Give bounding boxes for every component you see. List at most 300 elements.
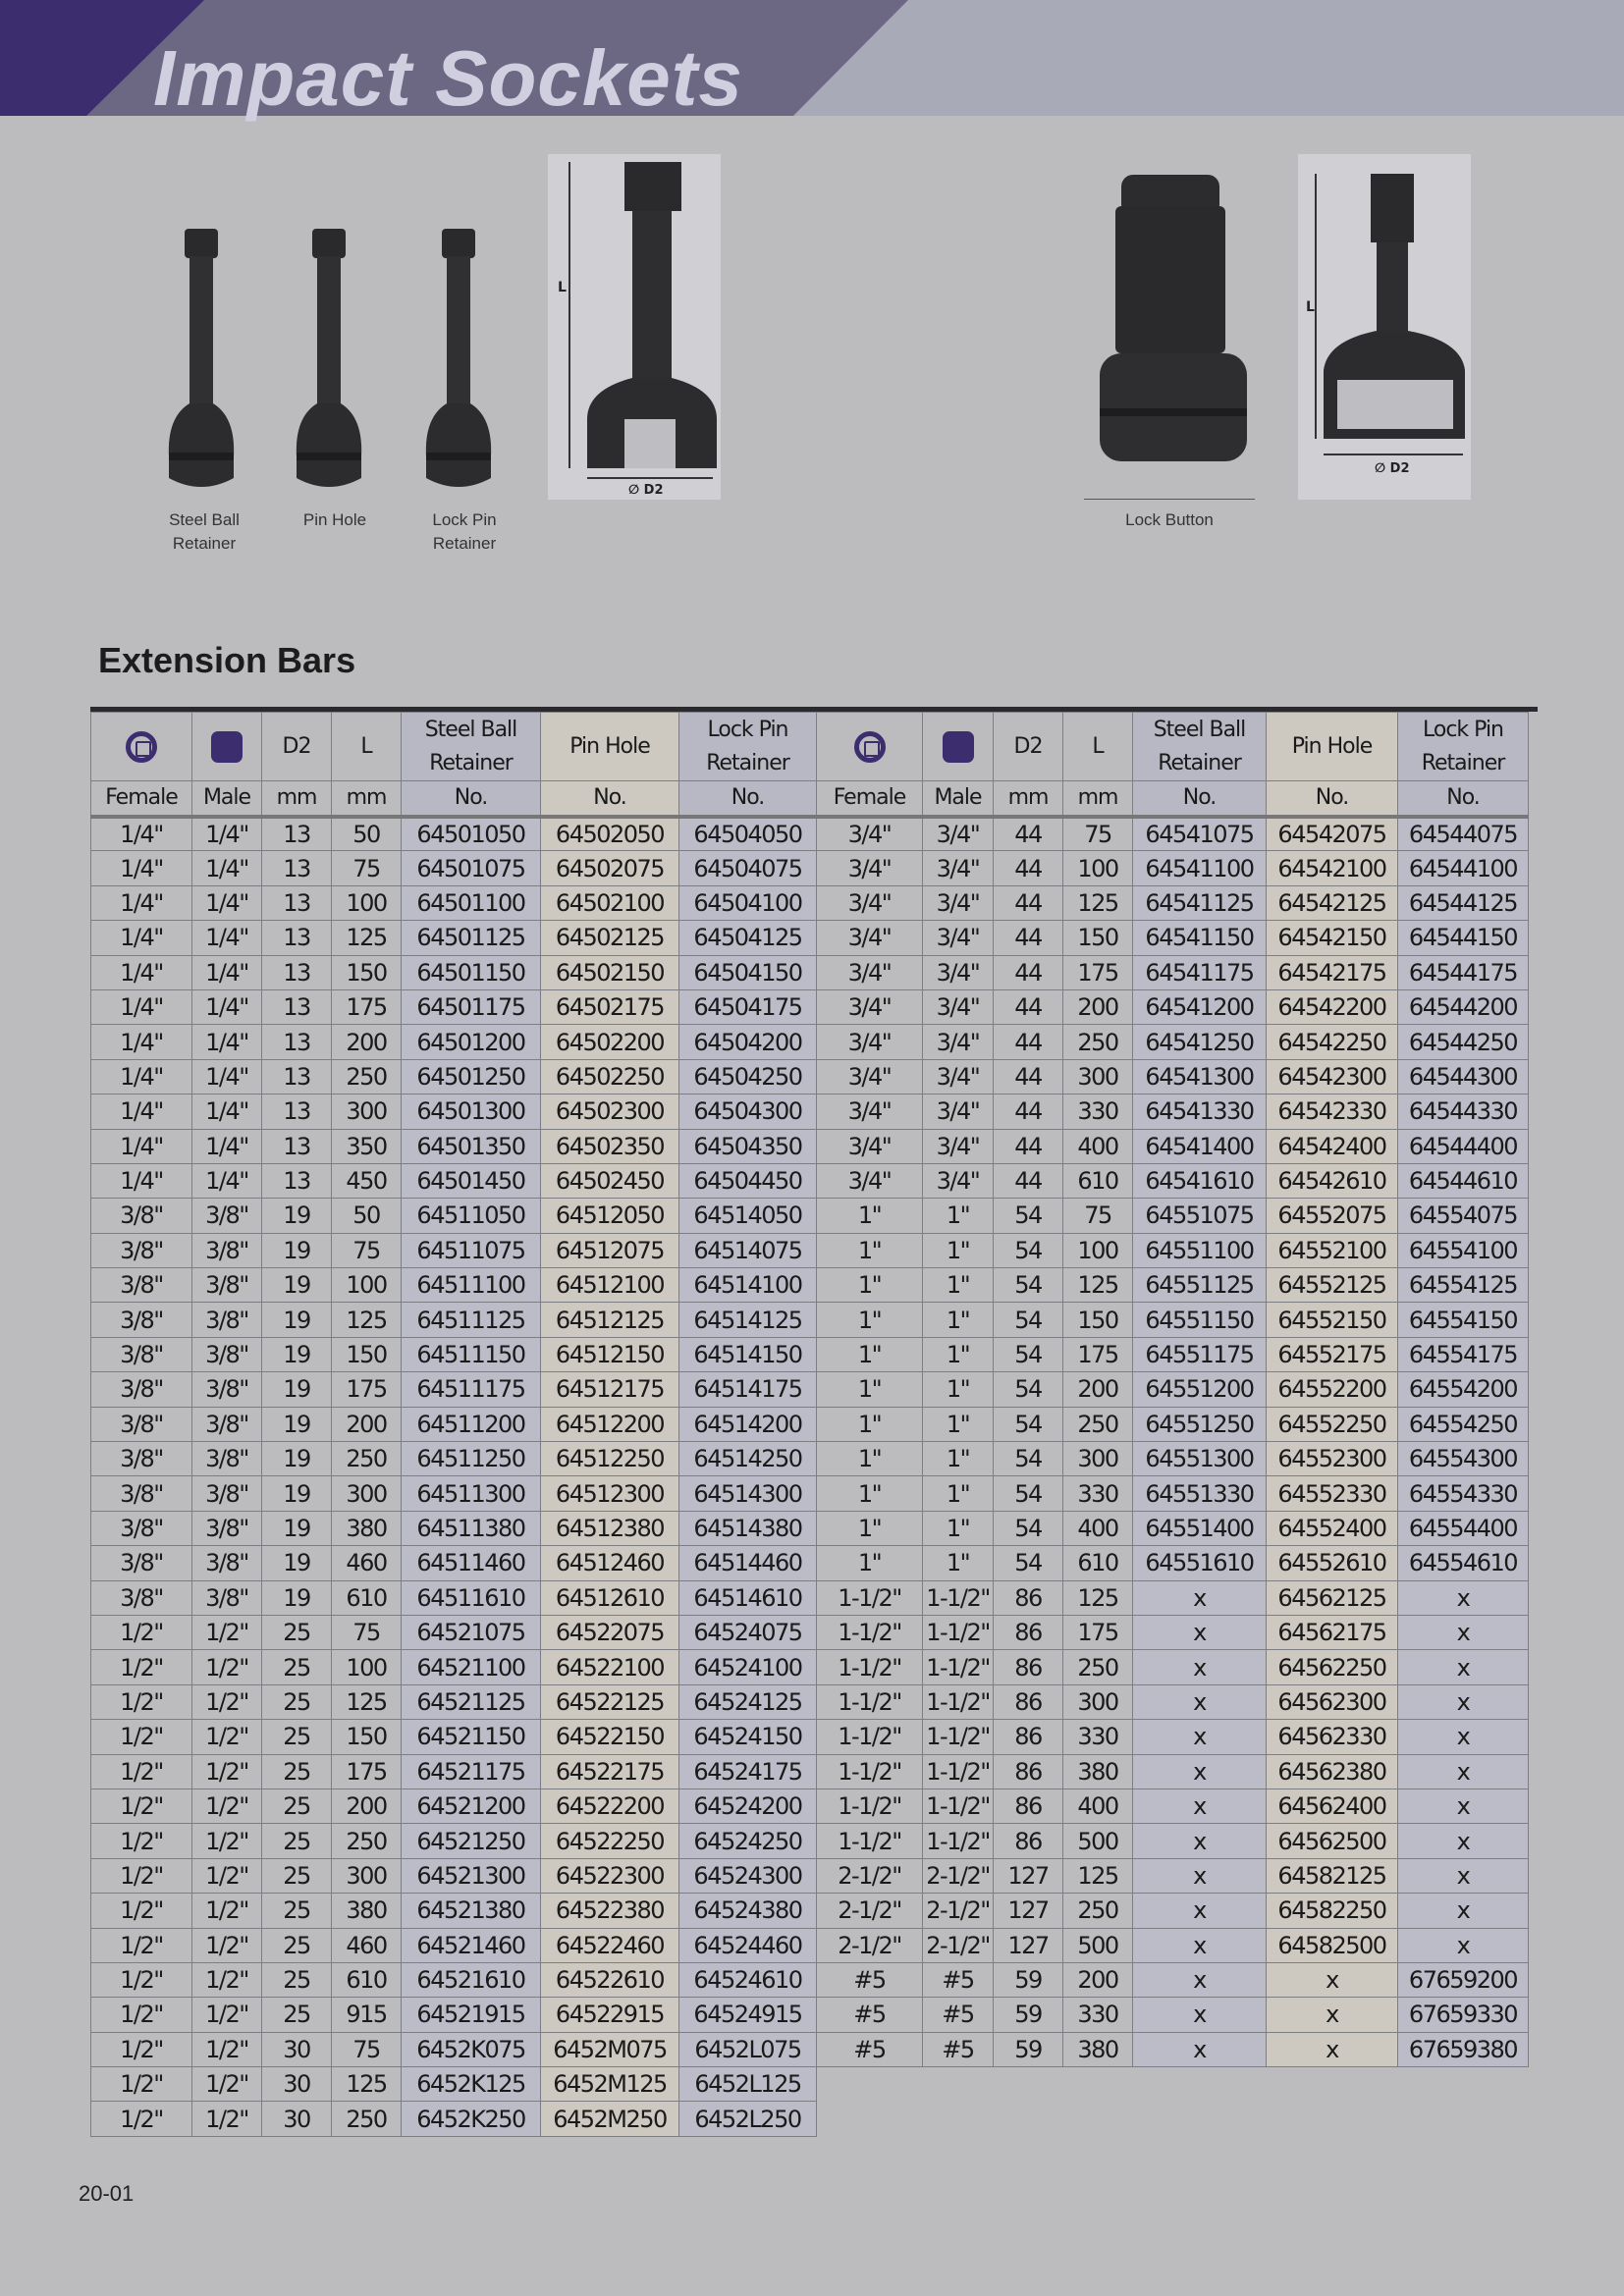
cell-male: 1/4" [192,1095,262,1129]
cell-female: 3/4" [817,851,923,885]
cell-steel-ball-no: 64541175 [1133,955,1267,989]
cell-female: 1-1/2" [817,1720,923,1754]
cell-female: 1-1/2" [817,1754,923,1789]
cell-pin-hole-no: 64502450 [541,1163,679,1198]
cell-male: 1-1/2" [923,1650,994,1684]
cell-lock-pin-no: x [1398,1858,1529,1893]
table-row [91,2032,817,2066]
cell-steel-ball-no: 64541125 [1133,885,1267,920]
cell-steel-ball-no: 64521125 [402,1684,541,1719]
cell-d2: 86 [994,1824,1063,1858]
dimension-L-label: L [558,280,567,295]
cell-l: 300 [1063,1442,1133,1476]
cell-d2: 86 [994,1580,1063,1615]
cell-lock-pin-no: 64554400 [1398,1511,1529,1545]
table-row [91,989,817,1024]
table-row [817,1163,1529,1198]
cell-d2: 13 [262,989,332,1024]
cell-pin-hole-no: 64522915 [541,1998,679,2032]
cell-l: 610 [1063,1163,1133,1198]
cell-l: 200 [332,1407,402,1441]
table-row [91,1511,817,1545]
cell-lock-pin-no: 64524125 [679,1684,817,1719]
table-row [817,1720,1529,1754]
cell-d2: 19 [262,1442,332,1476]
table-row [91,1720,817,1754]
cell-male: 3/4" [923,1129,994,1163]
cell-d2: 25 [262,1928,332,1962]
cell-steel-ball-no: x [1133,1684,1267,1719]
cell-male: 3/8" [192,1580,262,1615]
cell-l: 50 [332,1199,402,1233]
cell-female: 3/8" [91,1303,192,1337]
cell-female: 3/4" [817,989,923,1024]
cell-steel-ball-no: 64541200 [1133,989,1267,1024]
cell-lock-pin-no: 64544125 [1398,885,1529,920]
cell-d2: 25 [262,1789,332,1823]
cell-steel-ball-no: 64521100 [402,1650,541,1684]
table-row [817,1337,1529,1371]
cell-female: 1/2" [91,1754,192,1789]
cell-pin-hole-no: 64522100 [541,1650,679,1684]
male-square-icon [923,713,994,781]
cell-female: 1/4" [91,1163,192,1198]
cell-male: #5 [923,1962,994,1997]
cell-d2: 19 [262,1337,332,1371]
cell-lock-pin-no: 64524075 [679,1615,817,1649]
cell-lock-pin-no: x [1398,1684,1529,1719]
cell-steel-ball-no: 64521075 [402,1615,541,1649]
cell-male: 1/2" [192,2102,262,2136]
table-row [91,885,817,920]
cell-pin-hole-no: 64522610 [541,1962,679,1997]
table-header-row [91,713,817,781]
cell-male: 1/4" [192,851,262,885]
cell-male: 3/4" [923,851,994,885]
cell-pin-hole-no: 64562300 [1267,1684,1398,1719]
cell-lock-pin-no: 64544400 [1398,1129,1529,1163]
table-row [817,955,1529,989]
cell-d2: 25 [262,1858,332,1893]
table-row [91,2102,817,2136]
cell-lock-pin-no: 64504050 [679,817,817,851]
cell-lock-pin-no: 64514460 [679,1546,817,1580]
cell-lock-pin-no: 64524460 [679,1928,817,1962]
table-row [817,1546,1529,1580]
cell-pin-hole-no: 64502050 [541,817,679,851]
cell-d2: 54 [994,1546,1063,1580]
caption-lock-pin-text: Lock Pin Retainer [432,510,497,553]
cell-l: 300 [332,1858,402,1893]
cell-d2: 25 [262,1894,332,1928]
cell-steel-ball-no: x [1133,1754,1267,1789]
cell-steel-ball-no: 6452K125 [402,2067,541,2102]
cell-d2: 25 [262,1962,332,1997]
cell-pin-hole-no: 64512610 [541,1580,679,1615]
cell-female: 3/4" [817,817,923,851]
cell-lock-pin-no: 6452L250 [679,2102,817,2136]
table-row [91,851,817,885]
cell-l: 250 [1063,1407,1133,1441]
col-pin-hole: Pin Hole [1267,713,1398,781]
cell-pin-hole-no: 64562250 [1267,1650,1398,1684]
cell-lock-pin-no: x [1398,1928,1529,1962]
cell-l: 250 [332,1442,402,1476]
cell-steel-ball-no: 64521460 [402,1928,541,1962]
cell-lock-pin-no: 64524610 [679,1962,817,1997]
cell-female: 1/2" [91,1789,192,1823]
cell-male: 1/2" [192,1962,262,1997]
cell-female: 1/4" [91,955,192,989]
cell-steel-ball-no: x [1133,1894,1267,1928]
cell-male: 3/4" [923,1095,994,1129]
cell-pin-hole-no: 64502350 [541,1129,679,1163]
table-row [91,1025,817,1059]
table-body-left [91,817,817,2137]
cell-pin-hole-no: 64512050 [541,1199,679,1233]
cell-male: 1-1/2" [923,1615,994,1649]
cell-pin-hole-no: 64552175 [1267,1337,1398,1371]
cell-d2: 25 [262,1998,332,2032]
table-row [91,1407,817,1441]
table-row [817,1372,1529,1407]
cell-male: 3/8" [192,1476,262,1511]
cell-male: #5 [923,1998,994,2032]
table-row [91,1962,817,1997]
cell-steel-ball-no: 64551330 [1133,1476,1267,1511]
table-row [817,1894,1529,1928]
cell-steel-ball-no: 64501100 [402,885,541,920]
cell-female: 1/4" [91,1025,192,1059]
cell-male: 3/4" [923,1163,994,1198]
cell-d2: 44 [994,921,1063,955]
cell-female: 1" [817,1268,923,1303]
cell-lock-pin-no: 64504350 [679,1129,817,1163]
table-row [91,817,817,851]
cell-l: 250 [332,1824,402,1858]
caption-lock-button-text: Lock Button [1125,510,1214,529]
cell-female: 1/2" [91,1928,192,1962]
table-row [91,1059,817,1094]
sub-no-lock: No. [679,781,817,817]
table-row [91,1546,817,1580]
cell-male: 3/4" [923,885,994,920]
cell-d2: 19 [262,1199,332,1233]
cell-female: 1/4" [91,851,192,885]
cell-pin-hole-no: 64512250 [541,1442,679,1476]
cell-male: 1/2" [192,1720,262,1754]
cell-male: 1/2" [192,1754,262,1789]
cell-d2: 59 [994,2032,1063,2066]
cell-lock-pin-no: 64554125 [1398,1268,1529,1303]
table-row [817,989,1529,1024]
cell-male: 1-1/2" [923,1789,994,1823]
cell-lock-pin-no: 64544610 [1398,1163,1529,1198]
sub-no-lock: No. [1398,781,1529,817]
cell-lock-pin-no: x [1398,1824,1529,1858]
dimension-D2-label: ∅ D2 [628,483,664,498]
cell-d2: 86 [994,1650,1063,1684]
cell-l: 125 [1063,1580,1133,1615]
cell-l: 150 [332,1720,402,1754]
cell-steel-ball-no: 64521150 [402,1720,541,1754]
cell-d2: 86 [994,1720,1063,1754]
table-row [817,1511,1529,1545]
table-row [91,1754,817,1789]
cell-steel-ball-no: 64521250 [402,1824,541,1858]
lock-button-drawing [1298,154,1471,500]
sub-female: Female [817,781,923,817]
col-l: L [332,713,402,781]
cell-d2: 54 [994,1442,1063,1476]
table-row [91,1268,817,1303]
cell-lock-pin-no: 64514610 [679,1580,817,1615]
cell-l: 125 [332,1684,402,1719]
cell-pin-hole-no: 64522175 [541,1754,679,1789]
cell-lock-pin-no: 64524380 [679,1894,817,1928]
extension-bars-table-right [816,712,1529,2067]
cell-lock-pin-no: 64544100 [1398,851,1529,885]
cell-steel-ball-no: 64521200 [402,1789,541,1823]
cell-l: 300 [1063,1059,1133,1094]
cell-lock-pin-no: 64554175 [1398,1337,1529,1371]
cell-steel-ball-no: x [1133,1928,1267,1962]
cell-female: 1/2" [91,1858,192,1893]
cell-pin-hole-no: 64502250 [541,1059,679,1094]
cell-l: 125 [332,921,402,955]
cell-lock-pin-no: 64504175 [679,989,817,1024]
cell-female: 1/2" [91,1615,192,1649]
cell-l: 350 [332,1129,402,1163]
col-lock-pin: Lock Pin Retainer [679,713,817,781]
cell-female: 3/8" [91,1546,192,1580]
caption-lock-button [1084,508,1255,532]
cell-male: 1/2" [192,1824,262,1858]
cell-pin-hole-no: 64522150 [541,1720,679,1754]
sub-no-ball: No. [402,781,541,817]
table-row [91,921,817,955]
cell-pin-hole-no: 64512175 [541,1372,679,1407]
cell-d2: 25 [262,1720,332,1754]
cell-lock-pin-no: 64524250 [679,1824,817,1858]
cell-pin-hole-no: 64552610 [1267,1546,1398,1580]
cell-female: #5 [817,2032,923,2066]
cell-female: 1-1/2" [817,1824,923,1858]
cell-l: 50 [332,817,402,851]
cell-lock-pin-no: 67659330 [1398,1998,1529,2032]
sub-no-ball: No. [1133,781,1267,817]
cell-l: 150 [332,955,402,989]
cell-pin-hole-no: 64522125 [541,1684,679,1719]
table-row [817,1998,1529,2032]
cell-lock-pin-no: 64544150 [1398,921,1529,955]
table-row [817,1129,1529,1163]
sub-mm-d2: mm [262,781,332,817]
cell-steel-ball-no: 64551075 [1133,1199,1267,1233]
pin-hole-extension-image [285,221,373,496]
cell-lock-pin-no: x [1398,1754,1529,1789]
cell-female: 3/8" [91,1407,192,1441]
cell-d2: 59 [994,1998,1063,2032]
cell-lock-pin-no: 6452L125 [679,2067,817,2102]
cell-female: 1-1/2" [817,1615,923,1649]
cell-male: 3/8" [192,1442,262,1476]
table-row [817,1303,1529,1337]
cell-l: 75 [332,2032,402,2066]
cell-lock-pin-no: 64524100 [679,1650,817,1684]
header-banner [0,0,1624,122]
cell-steel-ball-no: 64501150 [402,955,541,989]
cell-lock-pin-no: 64514250 [679,1442,817,1476]
cell-d2: 44 [994,885,1063,920]
table-row [817,885,1529,920]
lock-pin-extension-image [414,221,503,496]
table-row [91,1129,817,1163]
table-row [91,1615,817,1649]
cell-steel-ball-no: 64541610 [1133,1163,1267,1198]
cell-d2: 86 [994,1615,1063,1649]
cell-female: 1" [817,1337,923,1371]
cell-lock-pin-no: 64554330 [1398,1476,1529,1511]
cell-steel-ball-no: 64551250 [1133,1407,1267,1441]
cell-pin-hole-no: 64512460 [541,1546,679,1580]
table-row [91,1998,817,2032]
cell-l: 250 [332,1059,402,1094]
page-title: Impact Sockets [153,34,743,122]
cell-male: 1/2" [192,1615,262,1649]
cell-lock-pin-no: 64544075 [1398,817,1529,851]
cell-l: 125 [332,2067,402,2102]
cell-pin-hole-no: 64542200 [1267,989,1398,1024]
cell-pin-hole-no: 64552150 [1267,1303,1398,1337]
cell-steel-ball-no: x [1133,2032,1267,2066]
cell-female: #5 [817,1998,923,2032]
cell-male: #5 [923,2032,994,2066]
cell-steel-ball-no: 64501200 [402,1025,541,1059]
cell-steel-ball-no: 64541300 [1133,1059,1267,1094]
cell-d2: 54 [994,1233,1063,1267]
cell-lock-pin-no: 64544200 [1398,989,1529,1024]
cell-steel-ball-no: 64541075 [1133,817,1267,851]
caption-steel-ball-text: Steel Ball Retainer [169,510,240,553]
cell-d2: 54 [994,1303,1063,1337]
cell-l: 75 [332,851,402,885]
table-row [91,1163,817,1198]
cell-d2: 30 [262,2067,332,2102]
cell-steel-ball-no: 64521300 [402,1858,541,1893]
cell-lock-pin-no: 64504125 [679,921,817,955]
sub-no-pin: No. [541,781,679,817]
cell-l: 200 [332,1789,402,1823]
col-l: L [1063,713,1133,781]
cell-lock-pin-no: 64544250 [1398,1025,1529,1059]
cell-male: 1/2" [192,1684,262,1719]
cell-lock-pin-no: 67659200 [1398,1962,1529,1997]
cell-steel-ball-no: 64501050 [402,817,541,851]
cell-d2: 25 [262,1615,332,1649]
table-row [91,1650,817,1684]
cell-d2: 13 [262,1025,332,1059]
cell-steel-ball-no: 64511075 [402,1233,541,1267]
cell-l: 500 [1063,1824,1133,1858]
cell-lock-pin-no: 64524150 [679,1720,817,1754]
cell-l: 380 [1063,1754,1133,1789]
cell-d2: 25 [262,1650,332,1684]
dimension-D2-label-2: ∅ D2 [1375,461,1410,476]
caption-pin-hole-text: Pin Hole [302,510,367,529]
cell-pin-hole-no: 64562400 [1267,1789,1398,1823]
cell-lock-pin-no: 64504450 [679,1163,817,1198]
cell-steel-ball-no: 64511300 [402,1476,541,1511]
cell-male: 3/4" [923,921,994,955]
cell-female: 3/8" [91,1442,192,1476]
caption-rule [1084,499,1255,500]
cell-pin-hole-no: 6452M250 [541,2102,679,2136]
table-row [817,1025,1529,1059]
cell-d2: 13 [262,1095,332,1129]
cell-d2: 30 [262,2032,332,2066]
cell-d2: 13 [262,885,332,920]
cell-steel-ball-no: 64511175 [402,1372,541,1407]
section-title: Extension Bars [98,640,356,680]
dimension-L-label-2: L [1306,299,1315,315]
cell-l: 610 [1063,1546,1133,1580]
cell-female: 1/2" [91,1998,192,2032]
table-row [91,1789,817,1823]
cell-male: 1" [923,1476,994,1511]
cell-d2: 19 [262,1546,332,1580]
cell-steel-ball-no: 64511150 [402,1337,541,1371]
table-row [817,1789,1529,1823]
sub-no-pin: No. [1267,781,1398,817]
table-row [817,921,1529,955]
cell-male: 1/2" [192,1789,262,1823]
cell-l: 450 [332,1163,402,1198]
cell-l: 200 [1063,1962,1133,1997]
table-row [817,1580,1529,1615]
cell-male: 1/4" [192,921,262,955]
cell-d2: 25 [262,1684,332,1719]
cell-male: 1" [923,1233,994,1267]
cell-steel-ball-no: 64511380 [402,1511,541,1545]
cell-l: 380 [332,1511,402,1545]
cell-male: 1" [923,1442,994,1476]
cell-l: 100 [332,1650,402,1684]
cell-lock-pin-no: 64514100 [679,1268,817,1303]
cell-pin-hole-no: 64582500 [1267,1928,1398,1962]
cell-l: 100 [1063,1233,1133,1267]
sub-mm-l: mm [332,781,402,817]
cell-female: 1" [817,1511,923,1545]
cell-d2: 44 [994,851,1063,885]
cell-steel-ball-no: 64511050 [402,1199,541,1233]
cell-l: 125 [332,1303,402,1337]
cell-steel-ball-no: 64511100 [402,1268,541,1303]
cell-steel-ball-no: 64541330 [1133,1095,1267,1129]
cell-female: 1" [817,1303,923,1337]
cell-female: 3/8" [91,1511,192,1545]
cell-lock-pin-no: 64514200 [679,1407,817,1441]
cell-l: 330 [1063,1476,1133,1511]
cell-pin-hole-no: x [1267,1998,1398,2032]
cell-steel-ball-no: 64521915 [402,1998,541,2032]
cell-lock-pin-no: 64504150 [679,955,817,989]
table-row [817,1962,1529,1997]
cell-steel-ball-no: 64511460 [402,1546,541,1580]
cell-pin-hole-no: 64502300 [541,1095,679,1129]
cell-l: 330 [1063,1095,1133,1129]
cell-d2: 127 [994,1894,1063,1928]
